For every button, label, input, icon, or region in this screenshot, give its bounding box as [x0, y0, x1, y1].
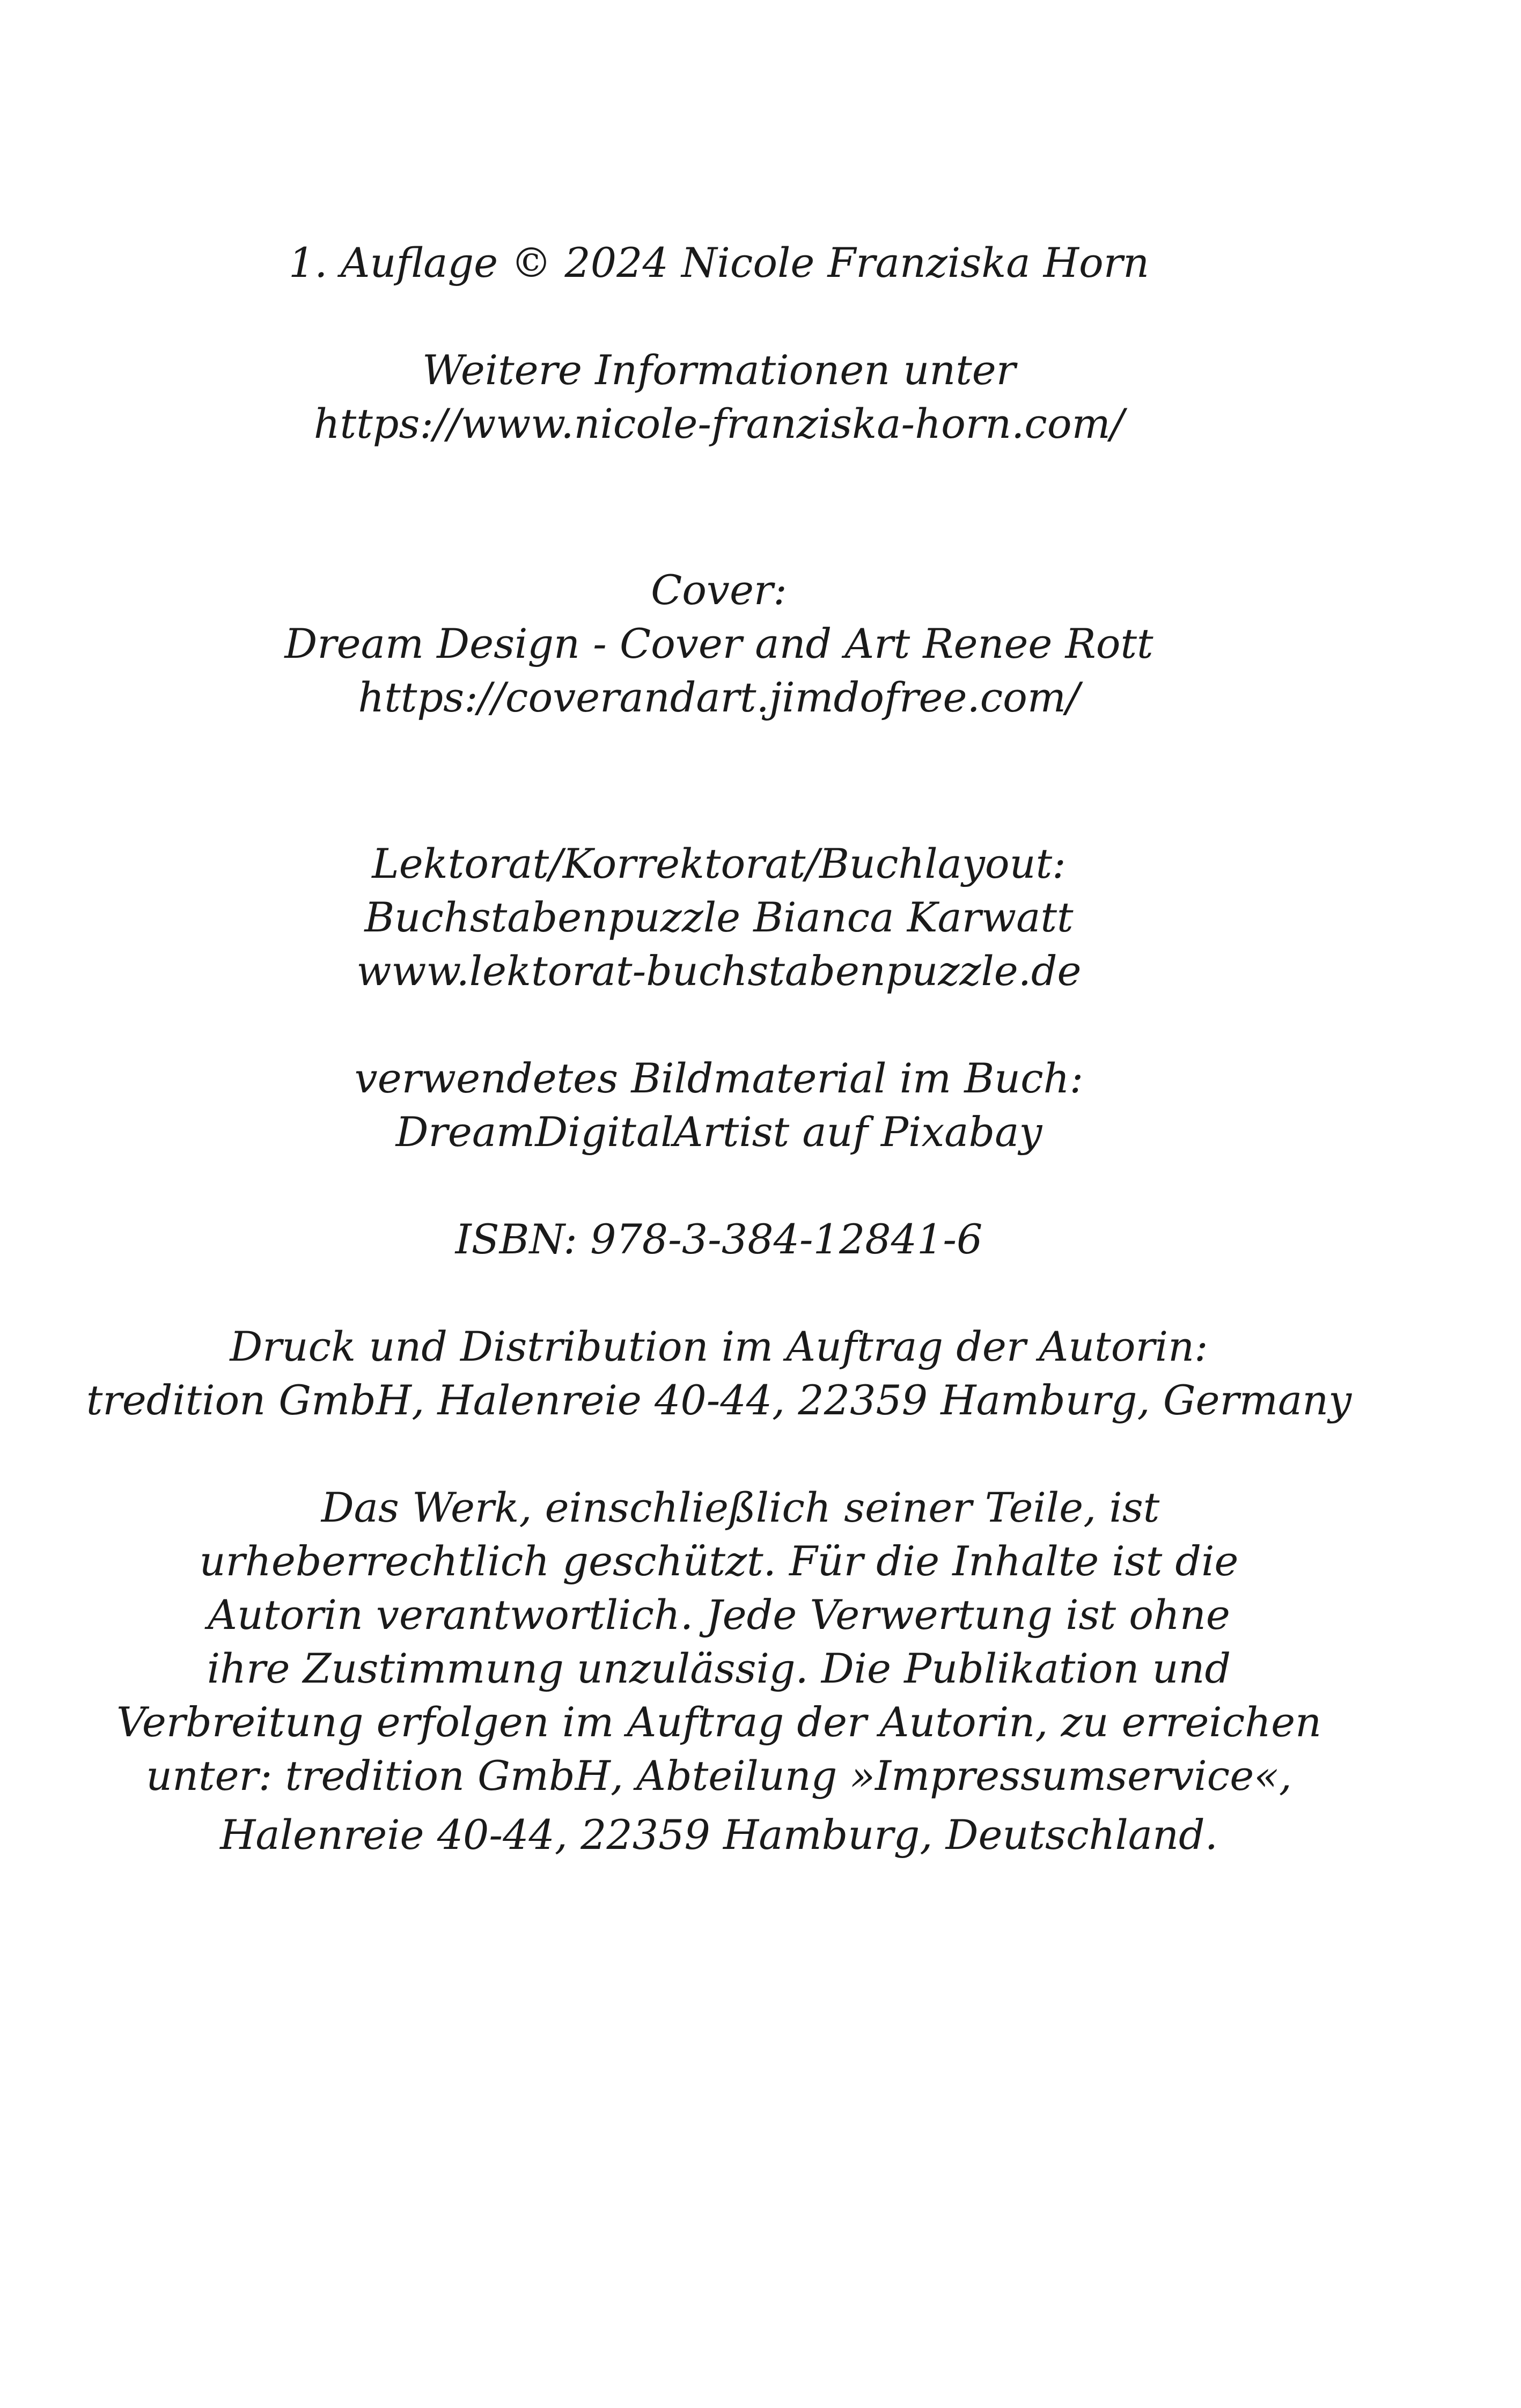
copyright-line-7: Halenreie 40-44, 22359 Hamburg, Deutschland. — [220, 1811, 1218, 1859]
editing-label: Lektorat/Korrektorat/Buchlayout: — [372, 840, 1066, 887]
edition-line: 1. Auflage © 2024 Nicole Franziska Horn — [288, 239, 1150, 287]
copyright-line-1: Das Werk, einschließlich seiner Teile, ist — [321, 1484, 1160, 1531]
editing-website-link[interactable]: www.lektorat-buchstabenpuzzle.de — [356, 947, 1082, 995]
printing-label: Druck und Distribution im Auftrag der Autorin: — [230, 1323, 1208, 1370]
editing-name: Buchstabenpuzzle Bianca Karwatt — [364, 893, 1074, 941]
copyright-line-2: urheberrechtlich geschützt. Für die Inhalte ist die — [199, 1537, 1239, 1585]
cover-designer: Dream Design - Cover and Art Renee Rott — [284, 620, 1153, 667]
isbn: ISBN: 978-3-384-12841-6 — [455, 1215, 983, 1263]
copyright-line-3: Autorin verantwortlich. Jede Verwertung ist ohne — [208, 1591, 1230, 1639]
printing-address: tredition GmbH, Halenreie 40-44, 22359 Hamburg, Germany — [86, 1376, 1352, 1424]
copyright-line-6: unter: tredition GmbH, Abteilung »Impressumservice«, — [146, 1752, 1292, 1800]
cover-website-link[interactable]: https://coverandart.jimdofree.com/ — [358, 673, 1080, 721]
images-label: verwendetes Bildmaterial im Buch: — [354, 1054, 1084, 1102]
copyright-line-4: ihre Zustimmung unzulässig. Die Publikation und — [207, 1645, 1231, 1692]
info-label: Weitere Informationen unter — [422, 346, 1016, 394]
author-website-link[interactable]: https://www.nicole-franziska-horn.com/ — [313, 400, 1125, 447]
cover-label: Cover: — [651, 566, 787, 614]
copyright-line-5: Verbreitung erfolgen im Auftrag der Autorin, zu erreichen — [116, 1698, 1322, 1746]
images-source: DreamDigitalArtist auf Pixabay — [395, 1108, 1042, 1156]
